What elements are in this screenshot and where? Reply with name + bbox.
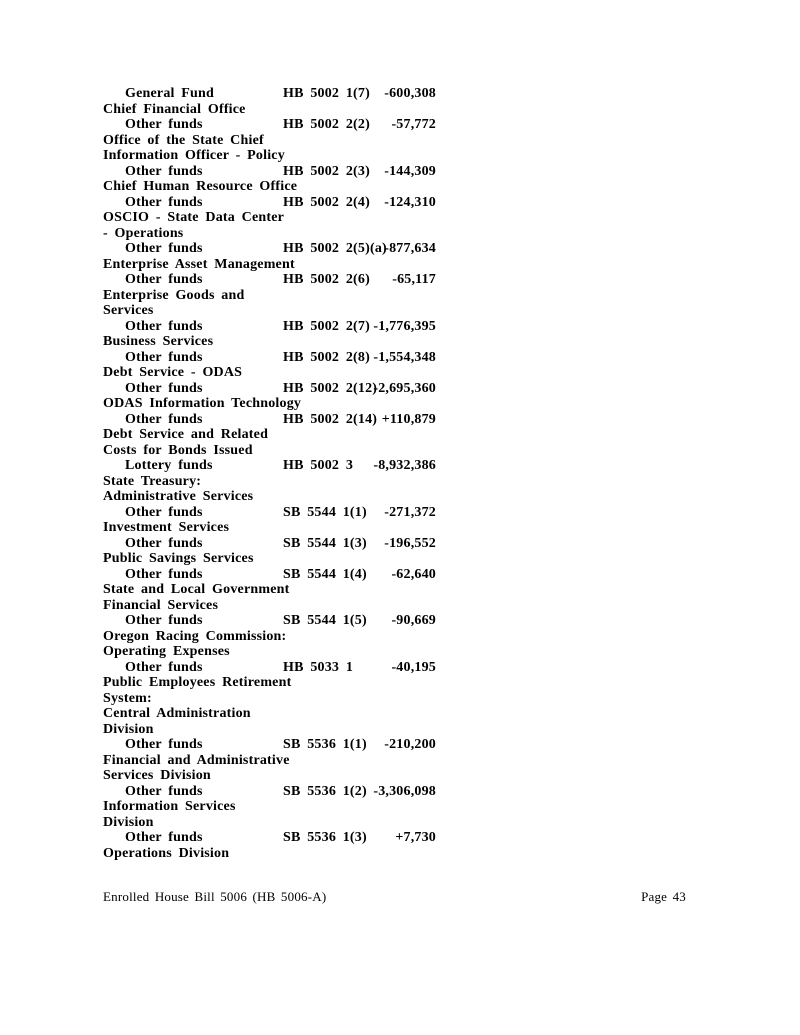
table-row bbox=[103, 551, 436, 567]
row-label: Services bbox=[103, 303, 154, 318]
row-label: Other funds bbox=[125, 411, 203, 427]
row-label: Division bbox=[103, 814, 154, 830]
row-label: Other funds bbox=[125, 830, 203, 845]
row-label: Information Officer - Policy bbox=[103, 148, 285, 163]
row-bill-ref: SB 5536 1(3) bbox=[283, 830, 367, 845]
table-row bbox=[103, 675, 436, 691]
row-label: OSCIO - State Data Center bbox=[103, 210, 285, 225]
row-label: System: bbox=[103, 690, 152, 706]
row-label: Business Services bbox=[103, 334, 214, 349]
table-row bbox=[103, 846, 436, 862]
table-row bbox=[103, 133, 436, 149]
row-bill-ref: HB 5002 2(8) bbox=[283, 349, 370, 365]
row-label: Division bbox=[103, 721, 154, 737]
footer-bill-title: Enrolled House Bill 5006 (HB 5006-A) bbox=[103, 889, 327, 904]
table-row bbox=[103, 334, 436, 350]
row-label: Information Services bbox=[103, 799, 236, 814]
table-row bbox=[103, 815, 436, 831]
row-amount: -1,554,348 bbox=[373, 349, 436, 365]
table-row bbox=[103, 706, 436, 722]
row-amount: -57,772 bbox=[391, 117, 436, 132]
table-row bbox=[103, 505, 436, 521]
table-row bbox=[103, 520, 436, 536]
row-label: Other funds bbox=[125, 194, 203, 210]
row-bill-ref: HB 5002 2(2) bbox=[283, 117, 370, 132]
row-label: State and Local Government bbox=[103, 582, 290, 597]
row-amount: -2,695,360 bbox=[373, 380, 436, 396]
table-row bbox=[103, 195, 436, 211]
table-row bbox=[103, 443, 436, 459]
row-label: Debt Service - ODAS bbox=[103, 365, 243, 380]
table-row bbox=[103, 691, 436, 707]
row-label: Financial and Administrative bbox=[103, 752, 290, 768]
row-amount: -144,309 bbox=[384, 163, 436, 179]
row-bill-ref: HB 5002 2(3) bbox=[283, 163, 370, 179]
row-label: Other funds bbox=[125, 318, 203, 334]
row-label: Other funds bbox=[125, 241, 203, 256]
row-label: Chief Financial Office bbox=[103, 101, 246, 117]
footer bbox=[103, 889, 686, 904]
row-amount: -8,932,386 bbox=[373, 458, 436, 473]
table-row bbox=[103, 117, 436, 133]
row-label: Administrative Services bbox=[103, 489, 254, 504]
row-label: Operations Division bbox=[103, 845, 230, 861]
row-label: Lottery funds bbox=[125, 458, 213, 473]
row-amount: -40,195 bbox=[391, 659, 436, 675]
row-bill-ref: HB 5002 2(4) bbox=[283, 194, 370, 210]
row-label: ODAS Information Technology bbox=[103, 396, 302, 411]
table-row bbox=[103, 737, 436, 753]
table-row bbox=[103, 303, 436, 319]
table-row bbox=[103, 644, 436, 660]
row-label: Central Administration bbox=[103, 706, 251, 721]
row-label: Other funds bbox=[125, 783, 203, 799]
table-row bbox=[103, 427, 436, 443]
row-label: Other funds bbox=[125, 349, 203, 365]
row-label: Services Division bbox=[103, 768, 211, 783]
table-row bbox=[103, 396, 436, 412]
table-row bbox=[103, 412, 436, 428]
row-amount: -90,669 bbox=[391, 613, 436, 628]
table-row bbox=[103, 86, 436, 102]
table-row bbox=[103, 753, 436, 769]
row-label: Chief Human Resource Office bbox=[103, 179, 298, 194]
table-row bbox=[103, 102, 436, 118]
row-label: Other funds bbox=[125, 659, 203, 675]
row-bill-ref: HB 5002 3 bbox=[283, 458, 354, 473]
row-amount: -271,372 bbox=[384, 504, 436, 520]
row-amount: +110,879 bbox=[381, 411, 436, 427]
table-row bbox=[103, 288, 436, 304]
row-amount: -3,306,098 bbox=[373, 783, 436, 799]
row-label: Costs for Bonds Issued bbox=[103, 442, 253, 458]
row-label: Other funds bbox=[125, 613, 203, 628]
row-bill-ref: HB 5002 2(6) bbox=[283, 272, 370, 287]
row-bill-ref: SB 5536 1(1) bbox=[283, 737, 367, 752]
table-row bbox=[103, 381, 436, 397]
table-row bbox=[103, 179, 436, 195]
footer-page-number: Page 43 bbox=[641, 889, 686, 904]
row-bill-ref: HB 5002 1(7) bbox=[283, 86, 370, 101]
table-row bbox=[103, 536, 436, 552]
row-label: Financial Services bbox=[103, 597, 219, 613]
row-label: General Fund bbox=[125, 86, 215, 101]
table-row bbox=[103, 830, 436, 846]
table-row bbox=[103, 148, 436, 164]
table-row bbox=[103, 784, 436, 800]
row-amount: +7,730 bbox=[395, 830, 436, 845]
row-bill-ref: SB 5536 1(2) bbox=[283, 783, 367, 799]
row-amount: -196,552 bbox=[384, 535, 436, 551]
row-label: Other funds bbox=[125, 117, 203, 132]
row-amount: -210,200 bbox=[384, 737, 436, 752]
table-row bbox=[103, 319, 436, 335]
row-bill-ref: HB 5002 2(5)(a) bbox=[283, 241, 387, 256]
row-label: Other funds bbox=[125, 566, 203, 582]
row-label: Other funds bbox=[125, 504, 203, 520]
row-bill-ref: HB 5002 2(7) bbox=[283, 318, 370, 334]
row-label: Other funds bbox=[125, 737, 203, 752]
table-row bbox=[103, 582, 436, 598]
table-row bbox=[103, 768, 436, 784]
row-label: Public Employees Retirement bbox=[103, 675, 292, 690]
row-amount: -65,117 bbox=[392, 272, 436, 287]
table-row bbox=[103, 629, 436, 645]
table-row bbox=[103, 722, 436, 738]
row-label: - Operations bbox=[103, 225, 184, 241]
row-amount: -877,634 bbox=[384, 241, 436, 256]
table-row bbox=[103, 660, 436, 676]
table-row bbox=[103, 799, 436, 815]
row-label: Other funds bbox=[125, 535, 203, 551]
row-bill-ref: SB 5544 1(1) bbox=[283, 504, 367, 520]
row-label: Oregon Racing Commission: bbox=[103, 628, 287, 644]
row-amount: -62,640 bbox=[391, 566, 436, 582]
row-bill-ref: HB 5002 2(14) bbox=[283, 411, 378, 427]
row-label: Office of the State Chief bbox=[103, 132, 264, 148]
table-row bbox=[103, 365, 436, 381]
table-row bbox=[103, 567, 436, 583]
row-bill-ref: HB 5033 1 bbox=[283, 659, 354, 675]
table-row bbox=[103, 241, 436, 257]
row-amount: -600,308 bbox=[384, 86, 436, 101]
table-row bbox=[103, 458, 436, 474]
row-bill-ref: SB 5544 1(4) bbox=[283, 566, 367, 582]
row-label: Enterprise Goods and bbox=[103, 287, 245, 303]
row-amount: -1,776,395 bbox=[373, 318, 436, 334]
row-label: Enterprise Asset Management bbox=[103, 256, 295, 272]
budget-table bbox=[103, 86, 436, 861]
row-label: Operating Expenses bbox=[103, 644, 230, 659]
row-label: Public Savings Services bbox=[103, 551, 254, 566]
row-label: Other funds bbox=[125, 163, 203, 179]
row-label: Debt Service and Related bbox=[103, 427, 269, 442]
row-label: State Treasury: bbox=[103, 473, 202, 489]
table-row bbox=[103, 226, 436, 242]
table-row bbox=[103, 598, 436, 614]
table-row bbox=[103, 474, 436, 490]
table-row bbox=[103, 613, 436, 629]
row-label: Investment Services bbox=[103, 520, 230, 535]
row-amount: -124,310 bbox=[384, 194, 436, 210]
row-bill-ref: HB 5002 2(12) bbox=[283, 380, 378, 396]
table-row bbox=[103, 489, 436, 505]
table-row bbox=[103, 164, 436, 180]
table-row bbox=[103, 272, 436, 288]
table-row bbox=[103, 257, 436, 273]
row-label: Other funds bbox=[125, 380, 203, 396]
row-bill-ref: SB 5544 1(5) bbox=[283, 613, 367, 628]
row-label: Other funds bbox=[125, 272, 203, 287]
table-row bbox=[103, 210, 436, 226]
row-bill-ref: SB 5544 1(3) bbox=[283, 535, 367, 551]
table-row bbox=[103, 350, 436, 366]
